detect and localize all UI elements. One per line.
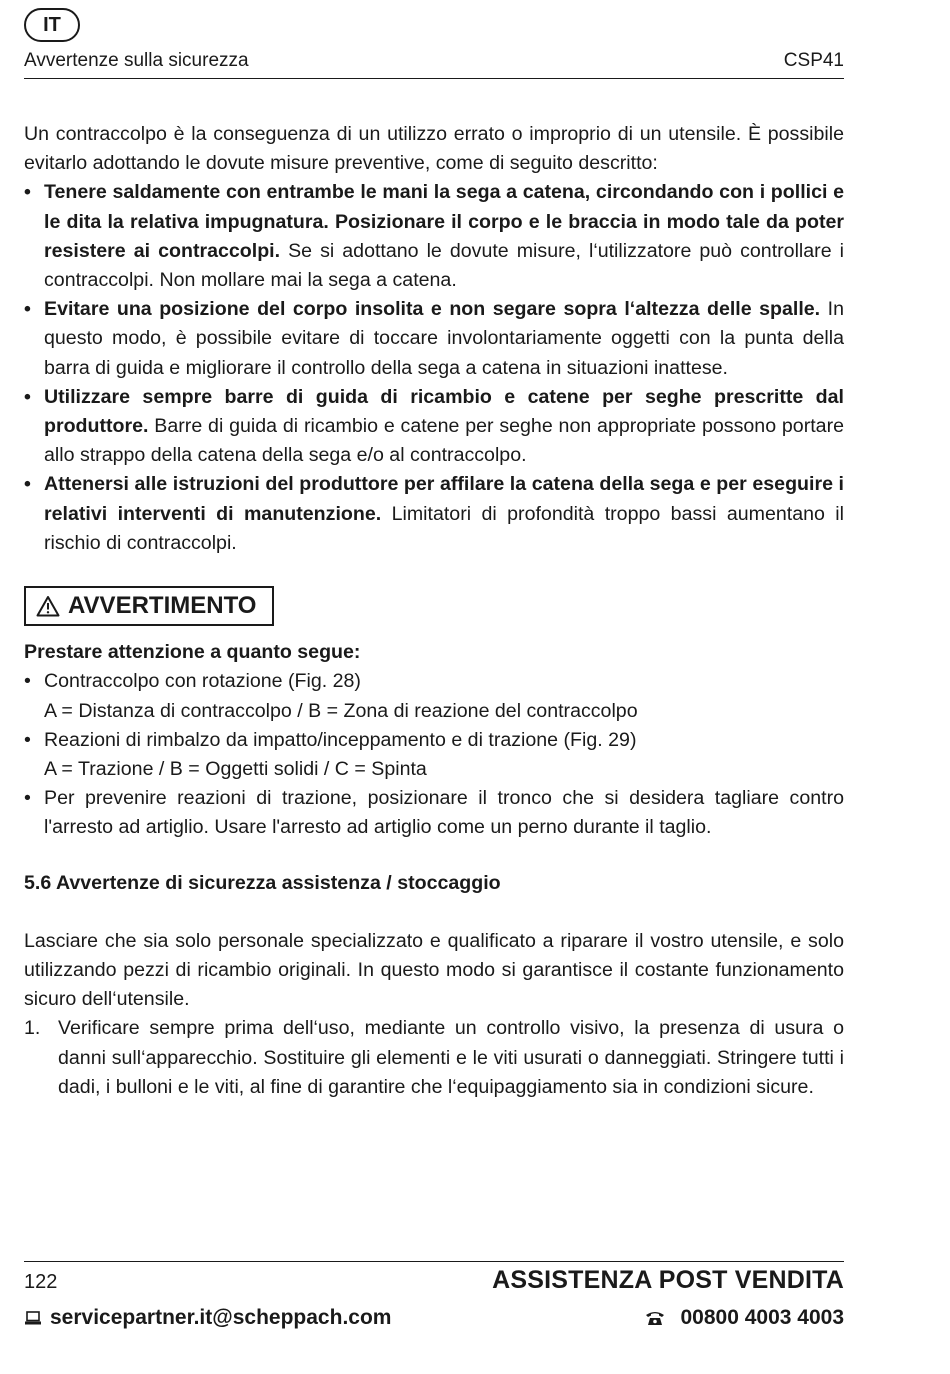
list-item xyxy=(24,178,844,295)
phone-text[interactable]: 00800 4003 4003 xyxy=(680,1306,844,1329)
list-item xyxy=(24,667,844,725)
header-divider xyxy=(24,78,844,79)
email-text[interactable]: servicepartner.it@scheppach.com xyxy=(50,1306,392,1329)
list-item xyxy=(24,383,844,471)
intro-paragraph: Un contraccolpo è la conseguenza di un utilizzo errato o improprio di un utensile. È possibile evitarlo adottando le dovute misure preventive, come di seguito descritto: xyxy=(24,123,844,175)
header-model: CSP41 xyxy=(783,50,844,71)
list-item-bold: Tenere saldamente con entrambe le mani la sega a catena, circondando con i pollici e le dita la relativa impugnatura. Posizionare il corpo e le braccia in modo tale da poter resistere ai contraccolpi. xyxy=(44,181,844,262)
footer-email xyxy=(24,1306,391,1330)
warning-title: AVVERTIMENTO xyxy=(68,592,257,620)
language-badge: IT xyxy=(24,8,80,42)
list-item-text: • Per prevenire reazioni di trazione, posizionare il tronco che si desidera tagliare contro l'arresto ad artiglio. Usare l'arresto ad artiglio come un perno durante il taglio. xyxy=(44,787,844,839)
list-item xyxy=(24,726,844,784)
warning-triangle-icon xyxy=(36,595,60,617)
list-item xyxy=(24,295,844,383)
laptop-icon xyxy=(24,1310,42,1326)
step-number: 1. xyxy=(24,1017,41,1040)
maintenance-steps xyxy=(24,1014,844,1102)
step-text: Verificare sempre prima dell‘uso, mediante un controllo visivo, la presenza di usura o danni sull‘apparecchio. Sostituire gli elementi e le viti usurati o danneggiati. Stringere tutti i dadi, i bulloni e le viti, al fine di garantire che l‘equipaggiamento sia in condizioni sicure. xyxy=(58,1017,844,1098)
list-item-text: Limitatori di profondità troppo bassi aumentano il rischio di contraccolpi. xyxy=(44,502,844,554)
list-item-subtext: A = Trazione / B = Oggetti solidi / C = Spinta xyxy=(44,758,427,781)
list-item-bold: Evitare una posizione del corpo insolita e non segare sopra l‘altezza delle spalle. xyxy=(44,298,821,321)
list-item xyxy=(24,470,844,558)
warning-list xyxy=(24,667,844,842)
kickback-list xyxy=(24,178,844,558)
header-section-title: Avvertenze sulla sicurezza xyxy=(24,50,249,71)
list-item-bold: Utilizzare sempre barre di guida di ricambio e catene per seghe prescritte dal produttore. xyxy=(44,385,844,438)
page-content xyxy=(24,120,844,1102)
list-item-text: • Reazioni di rimbalzo da impatto/inceppamento e di trazione (Fig. 29) xyxy=(44,728,637,751)
list-item-text: Se si adottano le dovute misure, l‘utilizzatore può controllare i contraccolpi. Non mollare mai la sega a catena. xyxy=(44,239,844,292)
list-item-bold: Attenersi alle istruzioni del produttore per affilare la catena della sega e per eseguire i relativi interventi di manutenzione. xyxy=(44,473,844,525)
list-item-subtext: A = Distanza di contraccolpo / B = Zona di reazione del contraccolpo xyxy=(44,699,638,722)
phone-icon xyxy=(645,1310,665,1326)
page-number: 122 xyxy=(24,1271,58,1293)
list-item xyxy=(24,1014,844,1102)
list-item-text: Barre di guida di ricambio e catene per seghe non appropriate possono portare allo strappo della catena della sega e/o al contraccolpo. xyxy=(44,415,844,467)
warning-box xyxy=(24,586,274,626)
section-paragraph: Lasciare che sia solo personale specializzato e qualificato a riparare il vostro utensile, e solo utilizzando pezzi di ricambio originali. In questo modo si garantisce il costante funzionamento sicuro dell‘utensile. xyxy=(24,929,844,1011)
footer-phone xyxy=(645,1306,845,1330)
warning-heading: Prestare attenzione a quanto segue: xyxy=(24,641,361,664)
footer-divider xyxy=(24,1261,844,1262)
service-heading: ASSISTENZA POST VENDITA xyxy=(492,1266,844,1294)
list-item-text: In questo modo, è possibile evitare di toccare involontariamente oggetti con la punta della barra di guida e migliorare il controllo della sega a catena in situazioni inattese. xyxy=(44,298,844,379)
section-title: 5.6 Avvertenze di sicurezza assistenza / stoccaggio xyxy=(24,871,501,894)
list-item xyxy=(24,784,844,842)
list-item-text: • Contraccolpo con rotazione (Fig. 28) xyxy=(44,670,361,693)
